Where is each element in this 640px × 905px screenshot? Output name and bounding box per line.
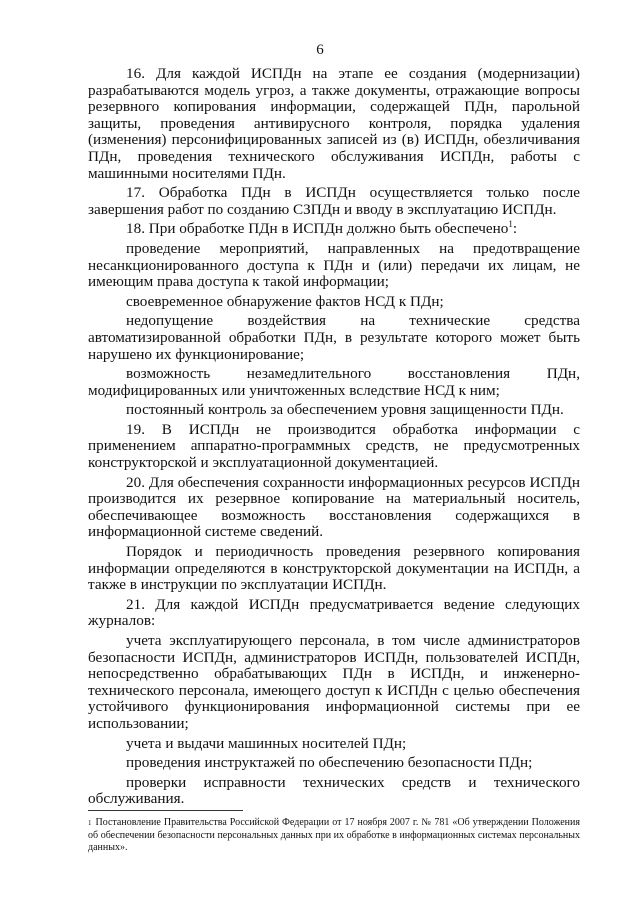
footnote: [88, 817, 580, 855]
list-item: учета эксплуатирующего персонала, в том числе администраторов безопасности ИСПДн, администраторов ИСПДн, пользователей ИСПДн, непосредственно обрабатывающих ПДн в ИСПДн, и инженерно-технического персонала, имеющего доступ к ИСПДн с целью обеспечения устойчивого функционирования информационной системы при ее использовании;: [88, 632, 580, 732]
paragraph-16: 16. Для каждой ИСПДн на этапе ее создания (модернизации) разрабатываются модель угроз, а также документы, отражающие вопросы резервного копирования информации, содержащей ПДн, парольной защиты, проведения антивирусного контроля, порядка удаления (изменения) персонифицированных записей из (в) ИСПДн, обезличивания ПДн, проведения технического обслуживания ИСПДн, работы с машинными носителями ПДн.: [88, 65, 580, 182]
footnote-mark: 1: [88, 819, 92, 827]
paragraph-backup-order: Порядок и периодичность проведения резервного копирования информации определяются в конструкторской документации на ИСПДн, а также в инструкции по эксплуатации ИСПДн.: [88, 543, 580, 594]
paragraph-18-colon: :: [512, 220, 518, 238]
document-body: [88, 66, 580, 811]
paragraph-20: 20. Для обеспечения сохранности информационных ресурсов ИСПДн производится их резервное копирование на материальный носитель, обеспечивающее возможность восстановления содержащихся в информационной системе сведений.: [88, 473, 580, 541]
page-number: 6: [316, 42, 324, 58]
paragraph-21: 21. Для каждой ИСПДн предусматривается ведение следующих журналов:: [88, 595, 580, 630]
list-item: недопущение воздействия на технические средства автоматизированной обработки ПДн, в результате которого может быть нарушено их функционирование;: [88, 312, 580, 363]
footnote-divider: [88, 810, 243, 811]
list-item: проверки исправности технических средств и технического обслуживания.: [88, 773, 580, 808]
list-item: постоянный контроль за обеспечением уровня защищенности ПДн.: [126, 401, 564, 419]
paragraph-17: 17. Обработка ПДн в ИСПДн осуществляется только после завершения работ по созданию СЗПДн и вводу в эксплуатацию ИСПДн.: [88, 184, 580, 218]
list-item: своевременное обнаружение фактов НСД к ПДн;: [126, 292, 444, 310]
paragraph-18-text: 18. При обработке ПДн в ИСПДн должно быть обеспечено: [126, 220, 509, 238]
list-item: проведение мероприятий, направленных на предотвращение несанкционированного доступа к ПДн и (или) передачи их лицам, не имеющим права доступа к такой информации;: [88, 239, 580, 291]
paragraph-18: [88, 221, 580, 238]
footnote-reference: 1: [508, 219, 513, 230]
paragraph-19: 19. В ИСПДн не производится обработка информации с применением аппаратно-программных средств, не предусмотренных конструкторской и эксплуатационной документацией.: [88, 420, 580, 472]
list-item: проведения инструктажей по обеспечению безопасности ПДн;: [126, 754, 533, 772]
footnote-text: Постановление Правительства Российской Федерации от 17 ноября 2007 г. № 781 «Об утверждении Положения об обеспечении безопасности персональных данных при их обработке в информационных системах персональных данных».: [88, 817, 580, 853]
list-item: учета и выдачи машинных носителей ПДн;: [126, 734, 407, 752]
list-item: возможность незамедлительного восстановления ПДн, модифицированных или уничтоженных вследствие НСД к ним;: [88, 365, 580, 399]
